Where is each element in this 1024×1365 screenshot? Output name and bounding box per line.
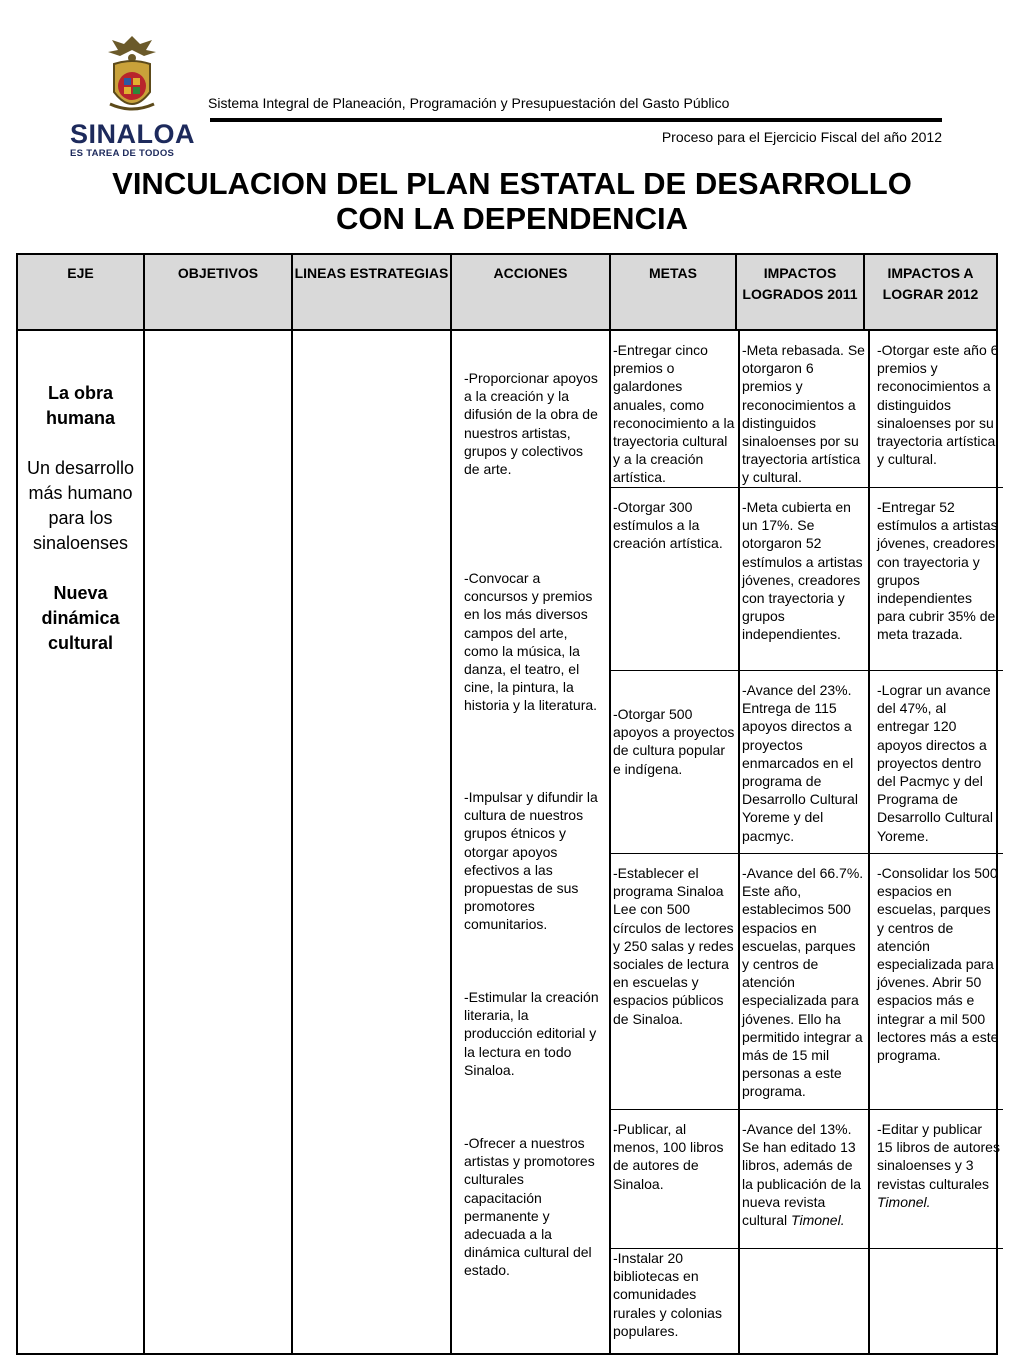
header-impactos-logrados: IMPACTOS LOGRADOS 2011 [736,254,864,330]
impacto-logrado-cell: -Avance del 66.7%. Este año, establecimos 500 espacios en escuelas, parques y centros de atención especializada para jóvenes. Ello ha permitido integrar a más de 15 mil personas a este programa. [742,865,864,1100]
header-divider [210,118,942,122]
impacto-lograr-cell: -Entregar 52 estímulos a artistas jóvenes, creadores con trayectoria y grupos independientes para cubrir 35% de meta trazada. [877,499,998,643]
impacto-logrado-cell [742,1120,866,1229]
metas-impactos-cell [610,330,1000,1354]
magazine-title: Timonel. [877,1193,931,1210]
table-row [611,671,1003,854]
table-row [611,1249,1003,1349]
eje-subtitle: Un desarrollo más humano para los sinaloenses [26,458,135,553]
eje-footer: Nueva dinámica cultural [41,583,120,653]
header-objetivos: OBJETIVOS [144,254,292,330]
brand-name: SINALOA [70,119,195,149]
action-item: -Ofrecer a nuestros artistas y promotores culturales capacitación permanente y adecuada a la dinámica cultural del estado. [464,1135,595,1279]
meta-cell: -Publicar, al menos, 100 libros de autores de Sinaloa. [613,1121,724,1192]
header-lineas: LINEAS ESTRATEGIAS [292,254,451,330]
meta-cell: -Establecer el programa Sinaloa Lee con 500 círculos de lectores y 250 salas y redes sociales de lectura en escuelas y espacios públicos de Sinaloa. [613,865,734,1027]
brand-slogan: ES TAREA DE TODOS [70,148,175,159]
page-title [0,166,1024,236]
page-title-line-1: VINCULACION DEL PLAN ESTATAL DE DESARROLLO [112,166,912,201]
header-metas: METAS [610,254,736,330]
meta-cell: -Instalar 20 bibliotecas en comunidades rurales y colonias populares. [613,1250,722,1339]
table-header-row [17,254,997,330]
table-row [17,330,997,1354]
acciones-cell [451,330,610,1354]
table-row [611,488,1003,671]
impacto-logrado-cell: -Meta cubierta en un 17%. Se otorgaron 52 estímulos a artistas jóvenes, creadores con trayectoria y grupos independientes. [742,499,863,643]
table-row [611,331,1003,488]
action-item: -Impulsar y difundir la cultura de nuestros grupos étnicos y otorgar apoyos efectivos a las propuestas de sus promotores comunitarios. [464,789,598,933]
impacto-lograr-cell: -Lograr un avance del 47%, al entregar 120 apoyos directos a proyectos dentro del Pacmyc y del Programa de Desarrollo Cultural Yoreme. [877,682,993,844]
page-title-line-2: CON LA DEPENDENCIA [336,201,688,236]
impacto-logrado-cell: -Avance del 23%. Entrega de 115 apoyos directos a proyectos enmarcados en el programa de Desarrollo Cultural Yoreme y del pacmyc. [742,682,858,844]
lineas-cell [292,330,451,1354]
impacto-logrado-cell: -Meta rebasada. Se otorgaron 6 premios y reconocimientos a distinguidos sinaloenses por su trayectoria artística y cultural. [742,342,865,486]
impacto-logrado-text: -Avance del 13%. Se han editado 13 libros, además de la publicación de la nueva revista cultural [742,1121,862,1229]
action-item: -Convocar a concursos y premios en los más diversos campos del arte, como la música, la danza, el teatro, el cine, la pintura, la historia y la literatura. [464,570,598,714]
eje-title: La obra humana [45,383,115,428]
header-eje: EJE [17,254,144,330]
action-item: -Proporcionar apoyos a la creación y la difusión de la obra de nuestros artistas, grupos y colectivos de arte. [464,370,598,478]
process-label: Proceso para el Ejercicio Fiscal del año 2012 [661,129,942,145]
impacto-lograr-cell [877,1120,1001,1211]
meta-cell: -Entregar cinco premios o galardones anuales, como reconocimiento a la trayectoria cultural y a la creación artística. [613,342,735,486]
magazine-title: Timonel. [791,1212,845,1229]
plan-table [16,253,998,1355]
table-row [611,1110,1003,1249]
sinaloa-logo [66,34,196,158]
impacto-lograr-cell: -Otorgar este año 6 premios y reconocimientos a distinguidos sinaloenses por su trayectoria artística y cultural. [877,342,999,468]
header-acciones: ACCIONES [451,254,610,330]
meta-cell: -Otorgar 500 apoyos a proyectos de cultura popular e indígena. [613,706,735,777]
impacto-lograr-text: -Editar y publicar 15 libros de autores sinaloenses y 3 revistas culturales [877,1121,1000,1192]
eje-cell [17,330,144,1354]
coat-of-arms-icon [104,34,160,118]
objetivos-cell [144,330,292,1354]
system-name: Sistema Integral de Planeación, Programación y Presupuestación del Gasto Público [208,95,730,111]
table-row [611,854,1003,1110]
impacto-lograr-cell: -Consolidar los 500 espacios en escuelas, parques y centros de atención especializada para jóvenes. Abrir 50 espacios más e integrar a mil 500 lectores más a este programa. [877,865,999,1064]
action-item: -Estimular la creación literaria, la producción editorial y la lectura en todo Sinaloa. [464,989,599,1078]
meta-cell: -Otorgar 300 estímulos a la creación artística. [613,499,723,552]
header-impactos-lograr: IMPACTOS A LOGRAR 2012 [864,254,997,330]
